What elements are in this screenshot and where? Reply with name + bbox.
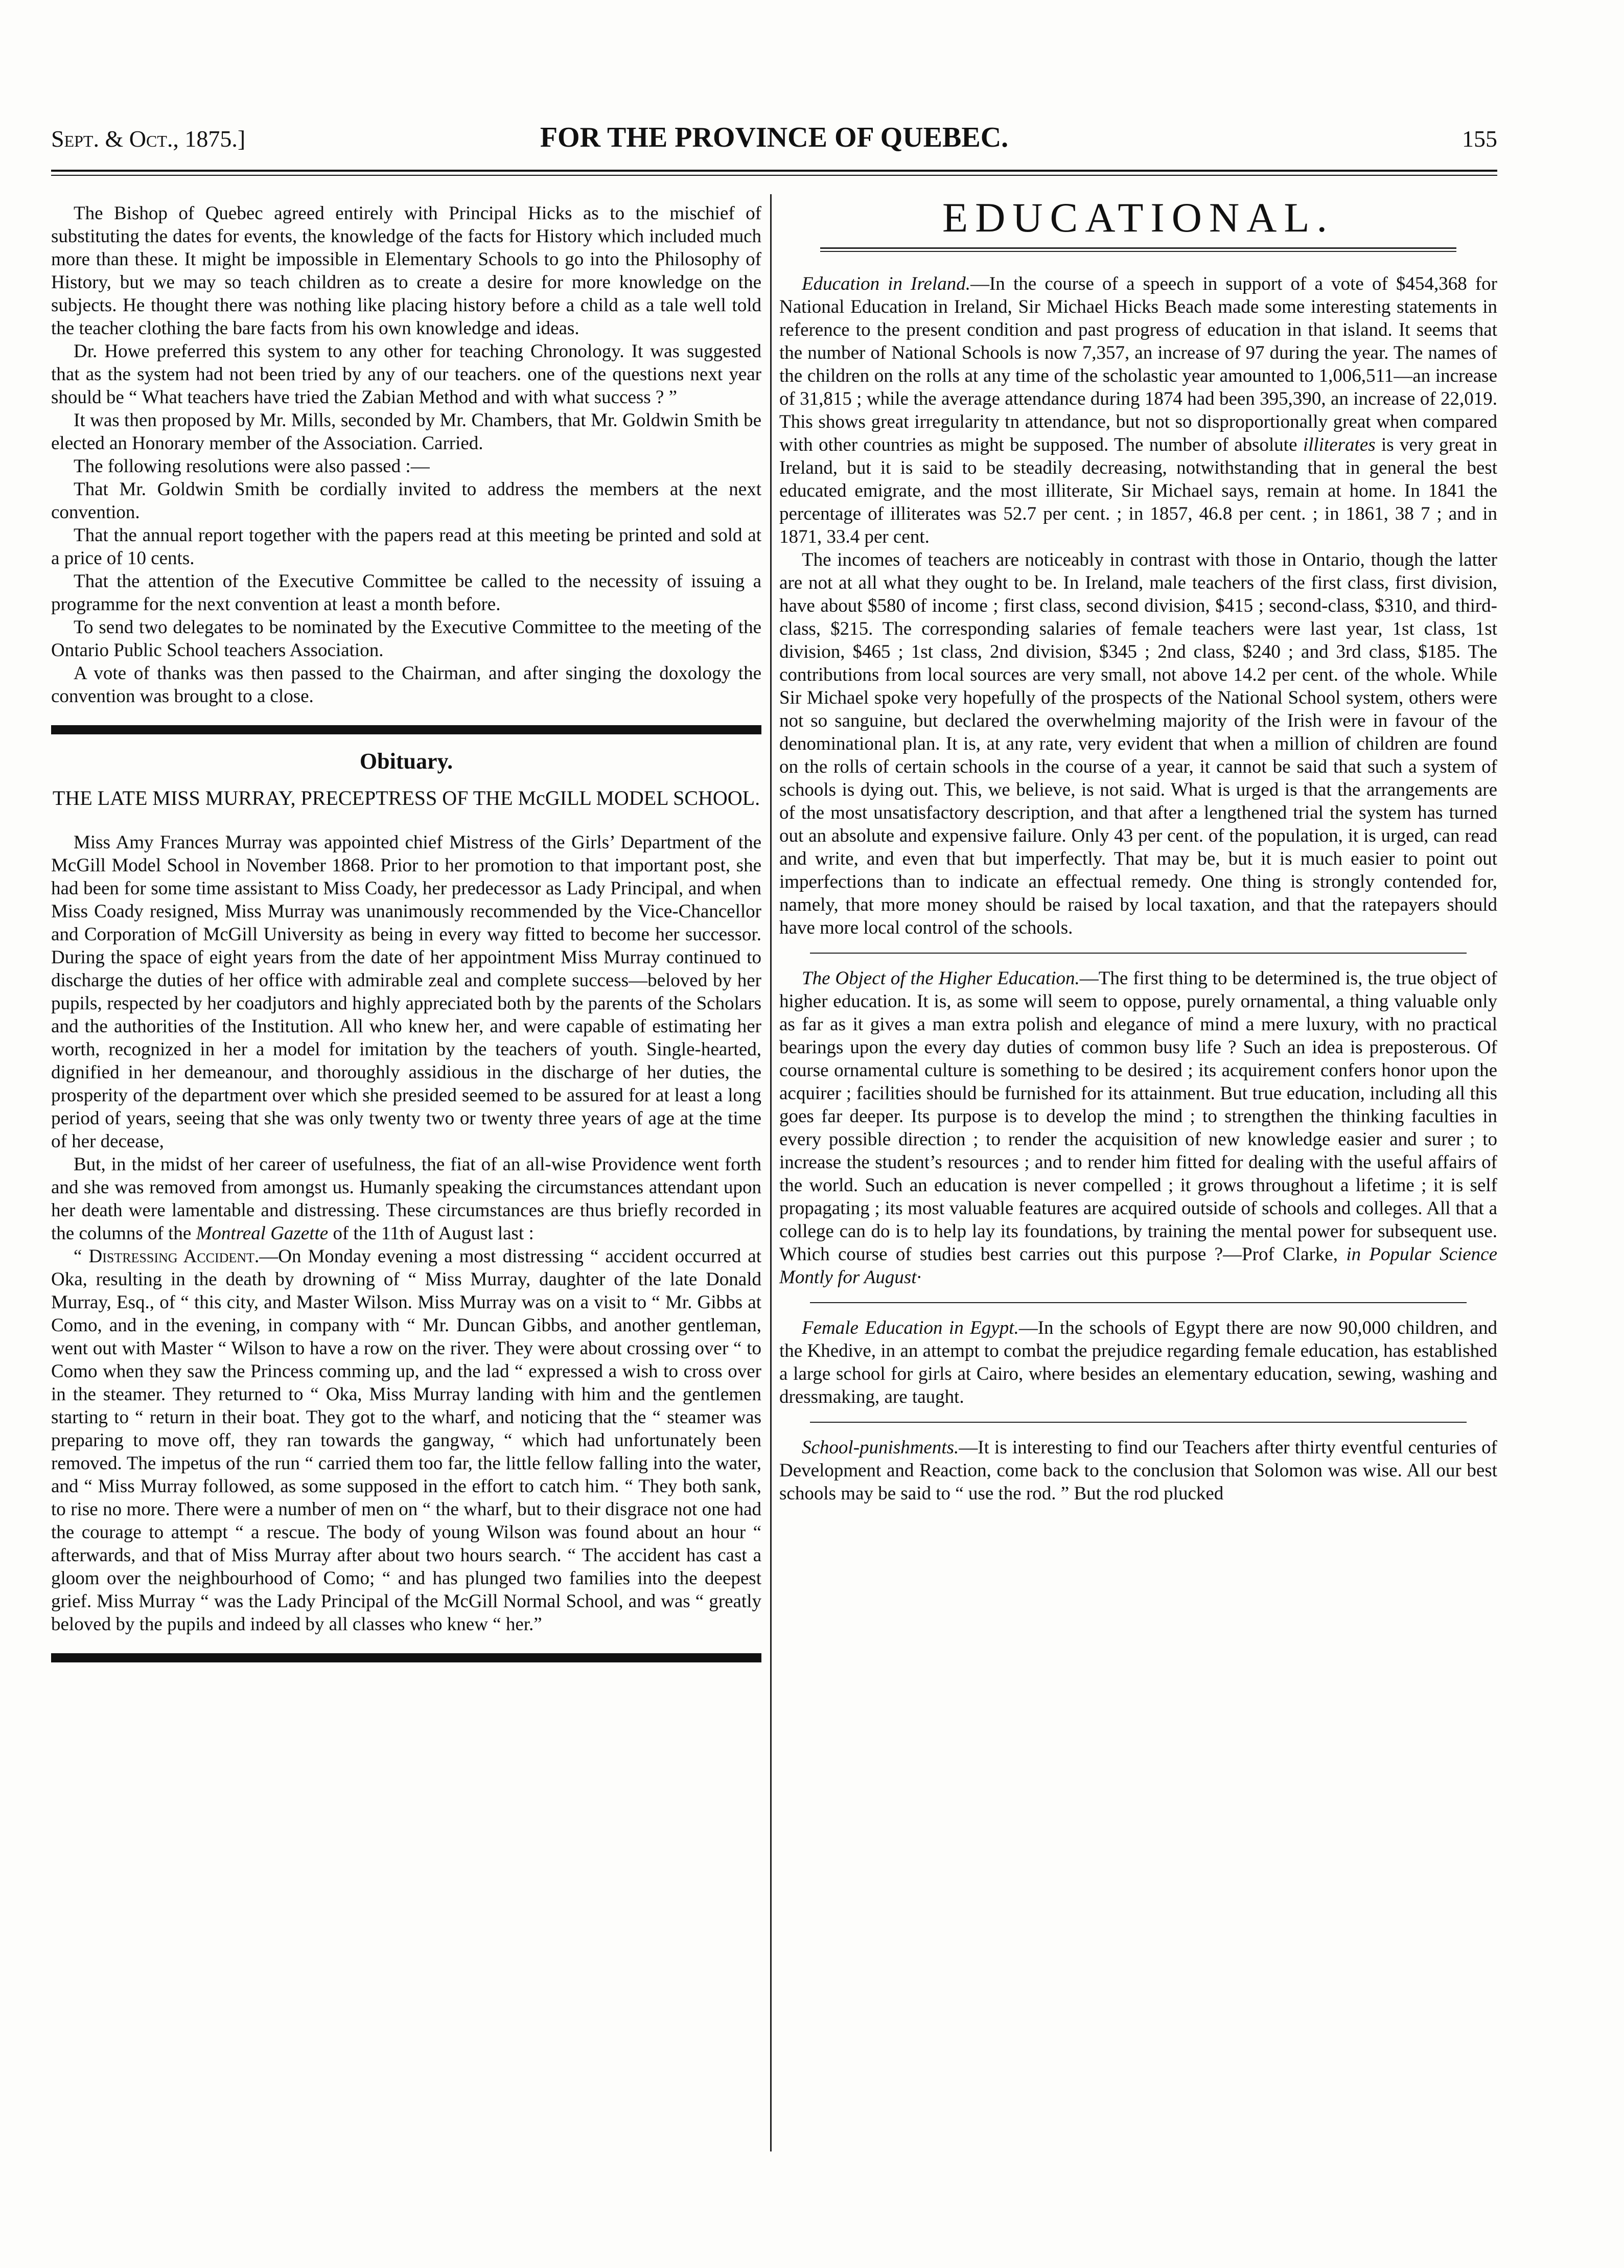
article-body: —The first thing to be determined is, the true object of higher education. It is, as some will seem to oppose, purely ornamental, a thing valuable only as far as it gives a man extra polish and elegance of mind a mere luxury, with no practical bearings upon the every day duties of common busy life ? Such an idea is preposterous. Of course ornamental culture is something to be desired ; its acquirement confers honor upon the acquirer ; facilities should be furnished for its attainment. But true education, including all this goes far deeper. Its purpose is to develop the mind ; to strengthen the thinking faculties in every possible direction ; to render the acquisition of new knowledge easier and surer ; to increase the student’s resources ; and to render him fitted for dealing with the useful affairs of the world. Such an education is never compelled ; it grows throughout a lifetime ; it is self propagating ; its most valuable features are acquired outside of schools and colleges. All that a college can do is to help lay its foundations, by training the mental power for subsequent use. Which course of studies best carries out this purpose ?—Prof Clarke, xyxy=(779,968,1497,1265)
left-column xyxy=(51,202,761,1678)
newspaper-name: Montreal Gazette xyxy=(196,1223,329,1244)
paragraph: The incomes of teachers are noticeably in contrast with those in Ontario, though the latter are not at all what they ought to be. In Ireland, male teachers of the first class, first division, have about $580 of income ; first class, second division, $415 ; second-class, $310, and third-class, $215. The corresponding salaries of female teachers were last year, 1st class, 1st division, $465 ; 1st class, 2nd division, $345 ; 2nd class, $240 ; and 3rd class, $185. The contributions from local sources are very small, not above 14.2 per cent. of the whole. While Sir Michael spoke very hopefully of the prospects of the National School system, others were not so sanguine, but declared the overwhelming majority of the Irish were in favour of the denominational plan. It is, at any rate, very evident that when a million of children are found on the rolls of certain schools in the course of a year, it cannot be said that such a system of schools is dying out. This, we believe, is not said. What is urged is that the arrangements are of the most unsatisfactory description, and that after a lengthened trial the system has turned out an absolute and expensive failure. Only 43 per cent. of the population, it is urged, can read and write, and even that but imperfectly. That may be, but it is much easier to point out imperfections than to indicate an effectual remedy. One thing is strongly contended for, namely, that more money should be raised by local taxation, and that the ratepayers should have more local control of the schools. xyxy=(779,549,1497,938)
report-heading: “ Distressing Accident. xyxy=(74,1246,260,1267)
paragraph: To send two delegates to be nominated by the Executive Committee to the meeting of the Ontario Public School teachers Association. xyxy=(51,617,761,661)
article-body: is very great in Ireland, but it is said to be steadily decreasing, notwithstanding that in general the best educated emigrate, and the most illiterate, Sir Michael says, remain at home. In 1841 the percentage of illiterates was 52.7 per cent. ; in 1857, 46.8 per cent. ; in 1861, 38 7 ; and in 1871, 33.4 per cent. xyxy=(779,434,1498,547)
quoted-report xyxy=(51,1245,761,1636)
paragraph xyxy=(51,1153,761,1245)
running-header xyxy=(51,115,1497,161)
article-title: Female Education in Egypt. xyxy=(802,1317,1019,1338)
paragraph: Miss Amy Frances Murray was appointed chief Mistress of the Girls’ Department of the McGill Model School in November 1868. Prior to her promotion to that important post, she had been for some time assistant to Miss Coady, her predecessor as Lady Principal, and when Miss Coady resigned, Miss Murray was unanimously recommended by the Vice-Chancellor and Corporation of McGill University as being in every way fitted to become her successor. During the space of eight years from the date of her appointment Miss Murray continued to discharge the duties of her office with admirable zeal and complete success—beloved by her pupils, respected by her coadjutors and highly appreciated both by the parents of the Scholars and the authorities of the Institution. All who knew her, and were capable of estimating her worth, recognized in her a model for imitation by the teachers of youth. Single-hearted, dignified in her demeanour, and thoroughly assidious in the discharge of her duties, the prosperity of the department over which she presided seemed to be assured for at least a long period of years, seeing that she was only twenty two or twenty three years of age at the time of her decease, xyxy=(51,832,761,1152)
paragraph: A vote of thanks was then passed to the Chairman, and after singing the doxology the convention was brought to a close. xyxy=(51,663,761,707)
report-body: —On Monday evening a most distressing “ accident occurred at Oka, resulting in the death by drowning of “ Miss Murray, daughter of the late Donald Murray, Esq., of “ this city, and Master Wilson. Miss Murray was on a visit to “ Mr. Gibbs at Como, and in the evening, in company with “ Mr. Duncan Gibbs, and another gentleman, went out with Master “ Wilson to have a row on the river. They were about crossing over “ to Como when they saw the Princess comming up, and the lad “ expressed a wish to cross over in the steamer. They returned to “ Oka, Miss Murray landing with him and the gentlemen starting to “ return in their boat. They got to the wharf, and noticing that the “ steamer was preparing to move off, they ran towards the gangway, “ which had unfortunately been removed. The impetus of the run “ carried them too far, the little fellow falling into the water, and “ Miss Murray followed, as some supposed in the effort to catch him. “ They both sank, to rise no more. There were a number of men on “ the wharf, but to their disgrace not one had the courage to attempt “ a rescue. The body of young Wilson was found about an hour “ afterwards, and that of Miss Murray after about two hours search. “ The accident has cast a gloom over the neighbourhood of Como; “ and has plunged two families into the deepest grief. Miss Murray “ was the Lady Principal of the McGill Normal School, and was “ greatly beloved by the pupils and indeed by all classes who knew “ her.” xyxy=(51,1246,761,1635)
header-rule-thin xyxy=(51,175,1497,176)
article-divider xyxy=(810,1302,1467,1303)
obituary-heading: Obituary. xyxy=(359,749,453,774)
text: But, in the midst of her career of usefulness, the fiat of an all-wise Providence went forth and she was removed from amongst us. Humanly speaking the circumstances attendant upon her death were lamentable and distressing. These circumstances are thus briefly recorded in the columns of the xyxy=(51,1154,761,1244)
right-column xyxy=(779,194,1498,1505)
emphasis: illiterates xyxy=(1303,434,1376,455)
article-title: The Object of the Higher Education. xyxy=(802,968,1080,989)
paragraph: That the attention of the Executive Committee be called to the necessity of issuing a programme for the next convention at least a month before. xyxy=(51,571,761,615)
paragraph: The Bishop of Quebec agreed entirely with Principal Hicks as to the mischief of substituting the dates for events, the knowledge of the facts for History which included much more than these. It might be impossible in Elementary Schools to go into the Philosophy of History, but we may so teach children as to create a desire for more knowledge on the subjects. He thought there was nothing like placing history before a child as a tale well told the teacher clothing the bare facts from his own knowledge and ideas. xyxy=(51,203,761,339)
paragraph: That Mr. Goldwin Smith be cordially invited to address the members at the next convention. xyxy=(51,479,761,523)
section-heading: EDUCATIONAL. xyxy=(942,194,1334,241)
paragraph: It was then proposed by Mr. Mills, seconded by Mr. Chambers, that Mr. Goldwin Smith be elected an Honorary member of the Association. Carried. xyxy=(51,410,761,454)
paragraph: That the annual report together with the papers read at this meeting be printed and sold at a price of 10 cents. xyxy=(51,525,761,569)
article-source: in Popular Science Montly for August· xyxy=(779,1244,1498,1288)
section-divider xyxy=(51,725,761,734)
header-title: FOR THE PROVINCE OF QUEBEC. xyxy=(540,122,1009,153)
page-number: 155 xyxy=(1462,126,1497,152)
heading-rule-thin xyxy=(820,251,1456,252)
article-punishments xyxy=(779,1436,1497,1505)
column-divider xyxy=(770,194,772,2151)
heading-rule xyxy=(820,247,1456,249)
article-ireland xyxy=(779,272,1497,548)
article-egypt xyxy=(779,1316,1497,1408)
section-divider-bottom xyxy=(51,1653,761,1662)
obituary-title: THE LATE MISS MURRAY, PRECEPTRESS OF THE McGILL MODEL SCHOOL. xyxy=(52,786,760,809)
article-body: —It is interesting to find our Teachers after thirty eventful centuries of Development and Reaction, come back to the conclusion that Solomon was wise. All our best schools may be said to “ use the rod. ” But the rod plucked xyxy=(779,1437,1497,1504)
paragraph: The following resolutions were also passed :— xyxy=(74,456,430,477)
article-higher-education xyxy=(779,967,1497,1289)
article-divider xyxy=(810,953,1467,954)
header-rule xyxy=(51,170,1497,172)
article-body: —In the schools of Egypt there are now 90,000 children, and the Khedive, in an attempt to combat the prejudice regarding female education, has established a large school for girls at Cairo, where besides an elementary education, sewing, washing and dressmaking, are taught. xyxy=(779,1317,1497,1407)
article-divider xyxy=(810,1422,1467,1423)
article-title: School-punishments. xyxy=(802,1437,959,1458)
text: of the 11th of August last : xyxy=(333,1223,534,1244)
header-date: Sept. & Oct., 1875.] xyxy=(51,126,246,152)
paragraph: Dr. Howe preferred this system to any other for teaching Chronology. It was suggested that as the system had not been tried by any of our teachers. one of the questions next year should be “ What teachers have tried the Zabian Method and with what success ? ” xyxy=(51,341,761,408)
article-body: —In the course of a speech in support of a vote of $454,368 for National Education in Ireland, Sir Michael Hicks Beach made some interesting statements in reference to the present condition and past progress of education in that island. It seems that the number of National Schools is now 7,357, an increase of 97 during the year. The names of the children on the rolls at any time of the scholastic year amounted to 1,006,511—an increase of 31,815 ; while the average attendance during 1874 had been 395,390, an increase of 22,019. This shows great irregularity tn attendance, but not so disproportionally great when compared with other countries as might be supposed. The number of absolute xyxy=(779,273,1497,455)
article-title: Education in Ireland. xyxy=(802,273,970,294)
